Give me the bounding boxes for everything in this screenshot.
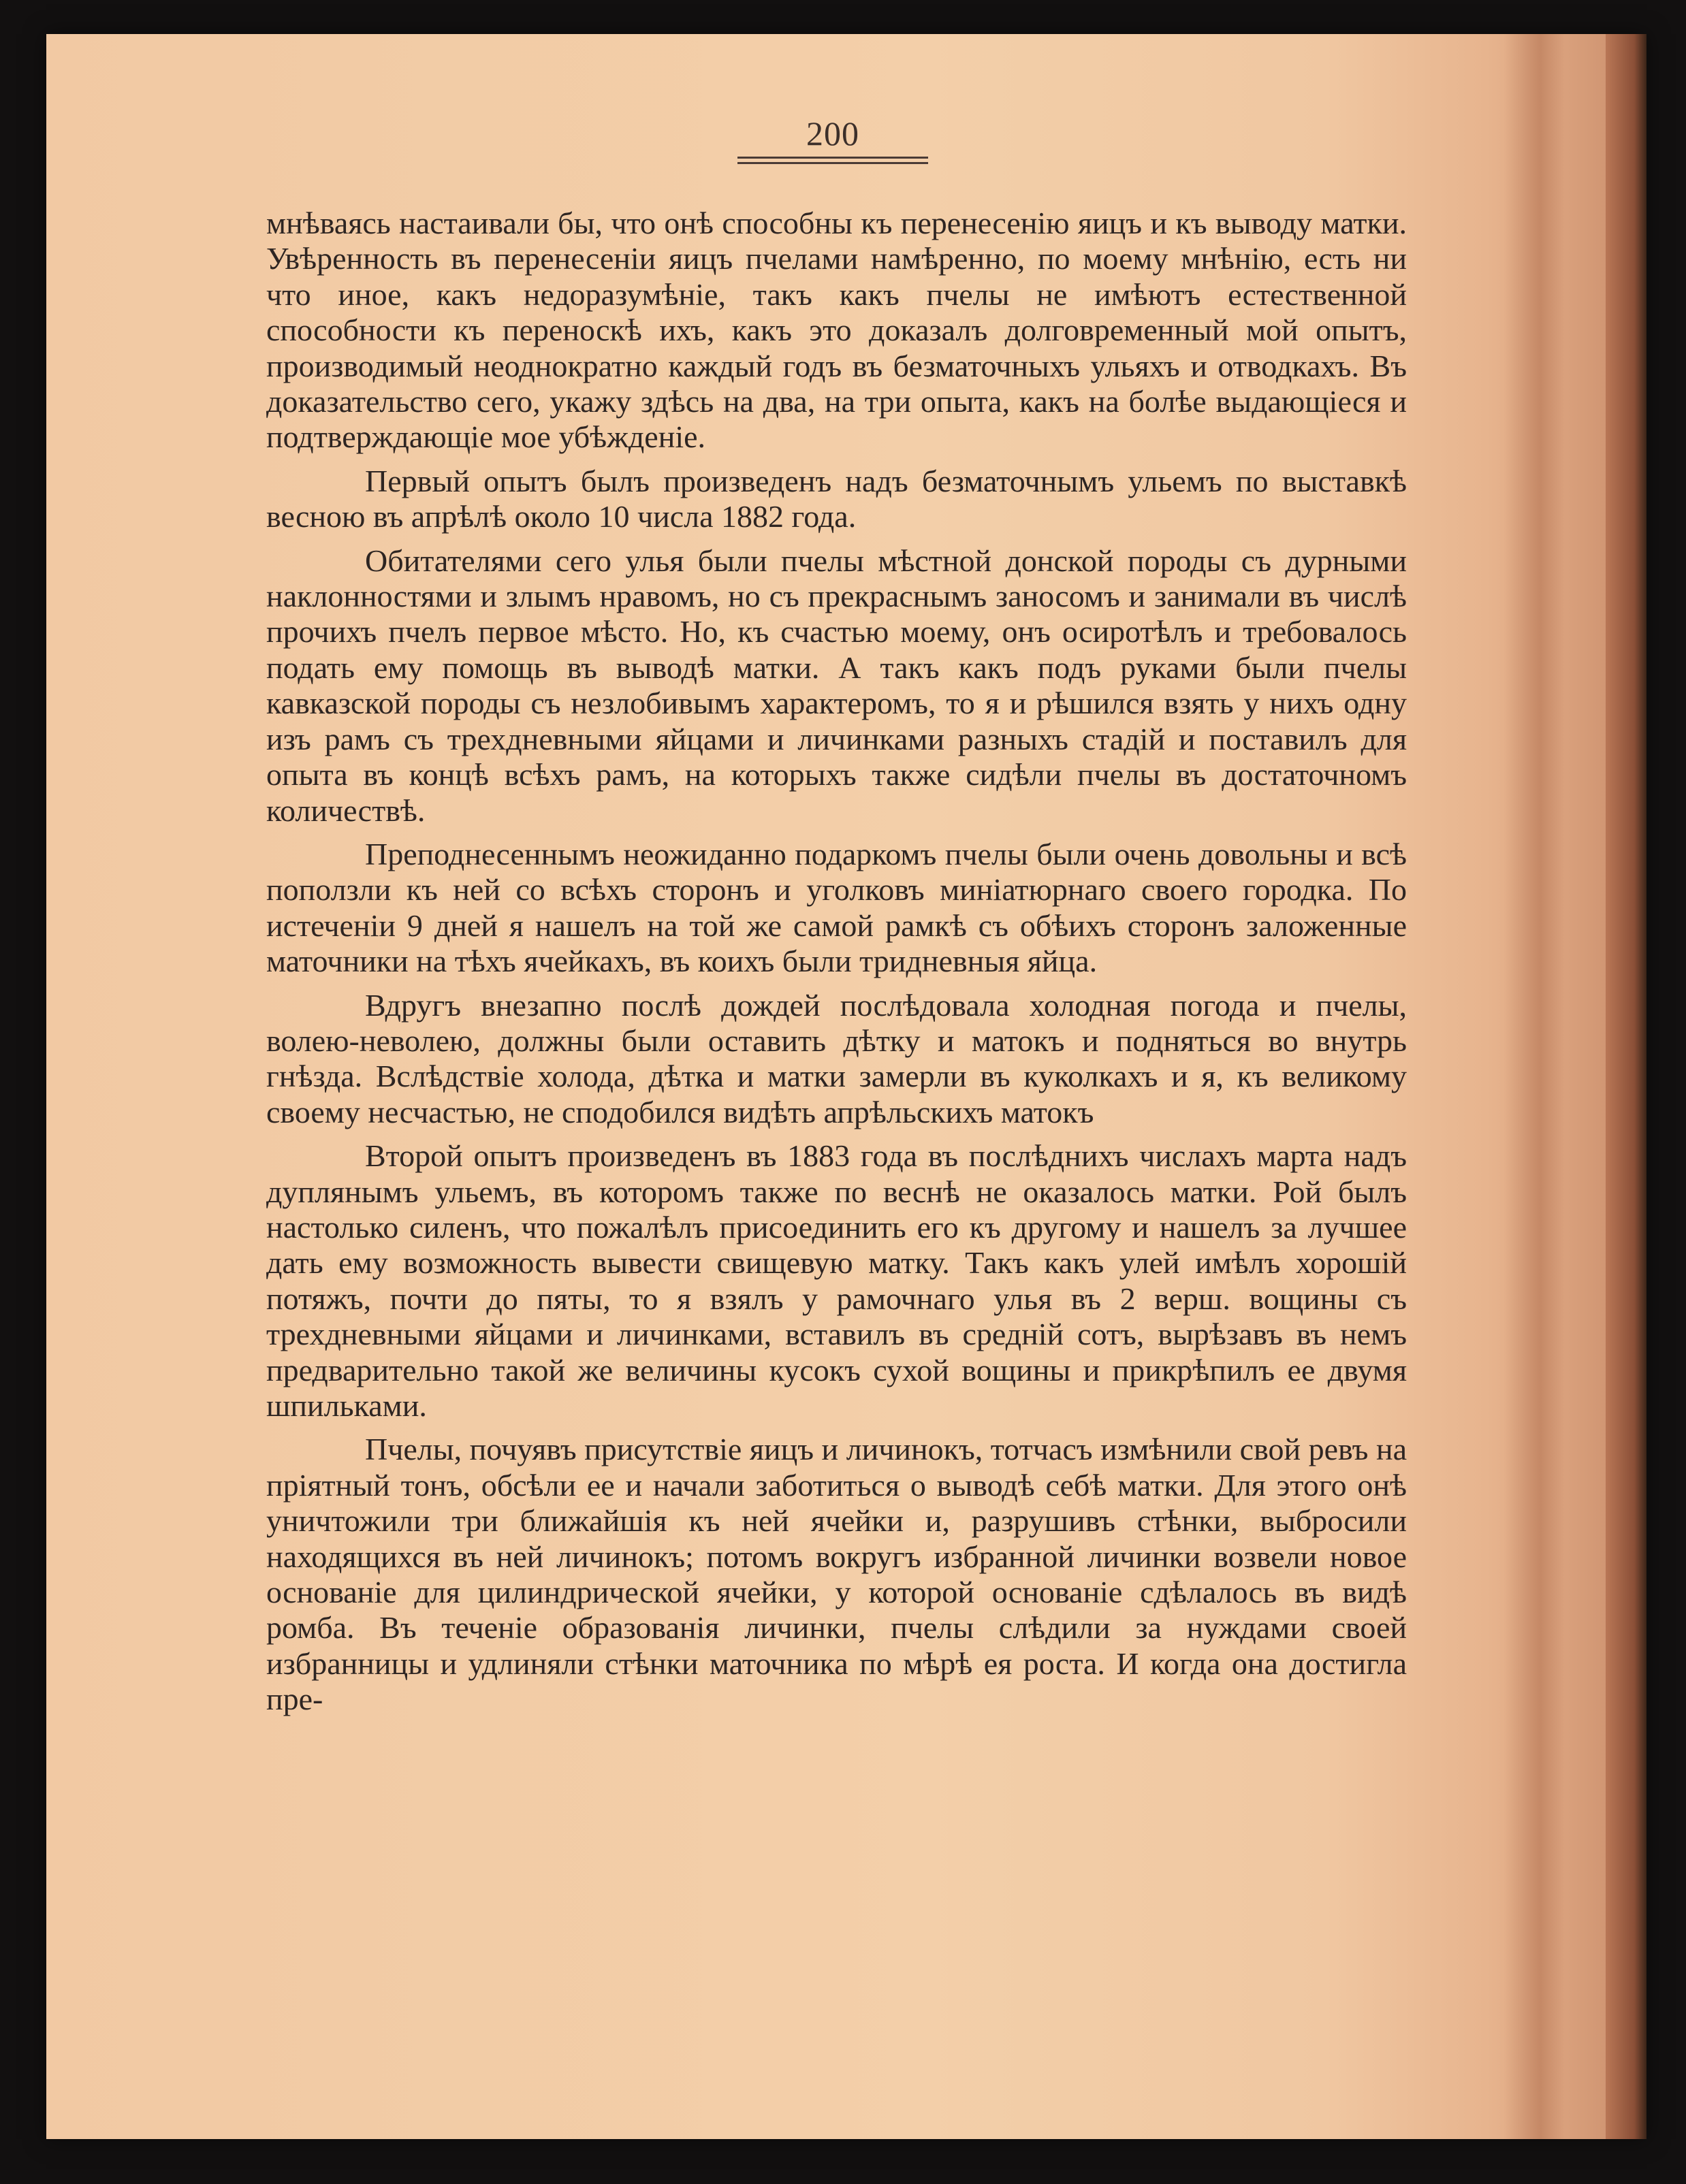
header-rule [737,162,928,164]
paragraph: Второй опытъ произведенъ въ 1883 года въ послѣднихъ числахъ марта надъ дуплянымъ ульемъ, въ которомъ также по веснѣ не оказалось матки. Рой былъ настолько силенъ, что пожалѣлъ присоединить его къ другому и нашелъ за лучшее дать ему возможность вывести свищевую матку. Такъ какъ улей имѣлъ хорошій потяжъ, почти до пяты, то я взялъ у рамочнаго улья въ 2 верш. вощины съ трехдневными яйцами и личинками, вставилъ въ средній сотъ, вырѣзавъ въ немъ предварительно такой же величины кусокъ сухой вощины и прикрѣпилъ ее двумя шпильками. [266,1138,1407,1423]
body-text [266,206,1407,1726]
header-rule [737,157,928,159]
page-gutter-shadow [1504,34,1565,2139]
paragraph: Вдругъ внезапно послѣ дождей послѣдовала холодная погода и пчелы, волею-неволею, должны были оставить дѣтку и матокъ и подняться во внутрь гнѣзда. Вслѣдствіе холода, дѣтка и матки замерли въ куколкахъ и я, къ великому своему несчастью, не сподобился видѣть апрѣльскихъ матокъ [266,987,1407,1129]
paragraph: Первый опытъ былъ произведенъ надъ безматочнымъ ульемъ по выставкѣ весною въ апрѣлѣ около 10 числа 1882 года. [266,463,1407,534]
paragraph: Пчелы, почуявъ присутствіе яицъ и личинокъ, тотчасъ измѣнили свой ревъ на пріятный тонъ, обсѣли ее и начали заботиться о выводѣ себѣ матки. Для этого онѣ уничтожили три ближайшія къ ней ячейки и, разрушивъ стѣнки, выбросили находящихся въ ней личинокъ; потомъ вокругъ избранной личинки возвели новое основаніе для цилиндрической ячейки, у которой основаніе сдѣлалось въ видѣ ромба. Въ теченіе образованія личинки, пчелы слѣдили за нуждами своей избранницы и удлиняли стѣнки маточника по мѣрѣ ея роста. И когда она достигла пре- [266,1432,1407,1717]
page-header [737,114,928,164]
page-edge [1606,34,1647,2139]
book-page [46,34,1647,2139]
page-number: 200 [806,114,859,152]
paragraph: Преподнесеннымъ неожиданно подаркомъ пчелы были очень довольны и всѣ поползли къ ней со всѣхъ сторонъ и уголковъ миніатюрнаго своего городка. По истеченіи 9 дней я нашелъ на той же самой рамкѣ съ обѣихъ сторонъ заложенные маточники на тѣхъ ячейкахъ, въ коихъ были тридневныя яйца. [266,836,1407,979]
paragraph: мнѣваясь настаивали бы, что онѣ способны къ перенесенію яицъ и къ выводу матки. Увѣренность въ перенесеніи яицъ пчелами намѣренно, по моему мнѣнію, есть ни что иное, какъ недоразумѣніе, такъ какъ пчелы не имѣютъ естественной способности къ переноскѣ ихъ, какъ это доказалъ долговременный мой опытъ, производимый неоднократно каждый годъ въ безматочныхъ ульяхъ и отводкахъ. Въ доказательство сего, укажу здѣсь на два, на три опыта, какъ на болѣе выдающіеся и подтверждающіе мое убѣжденіе. [266,206,1407,455]
paragraph: Обитателями сего улья были пчелы мѣстной донской породы съ дурными наклонностями и злымъ нравомъ, но съ прекраснымъ заносомъ и занимали въ числѣ прочихъ пчелъ первое мѣсто. Но, къ счастью моему, онъ осиротѣлъ и требовалось подать ему помощь въ выводѣ матки. А такъ какъ подъ руками были пчелы кавказской породы съ незлобивымъ характеромъ, то я и рѣшился взять у нихъ одну изъ рамъ съ трехдневными яйцами и личинками разныхъ стадій и поставилъ для опыта въ концѣ всѣхъ рамъ, на которыхъ также сидѣли пчелы въ достаточномъ количествѣ. [266,543,1407,828]
